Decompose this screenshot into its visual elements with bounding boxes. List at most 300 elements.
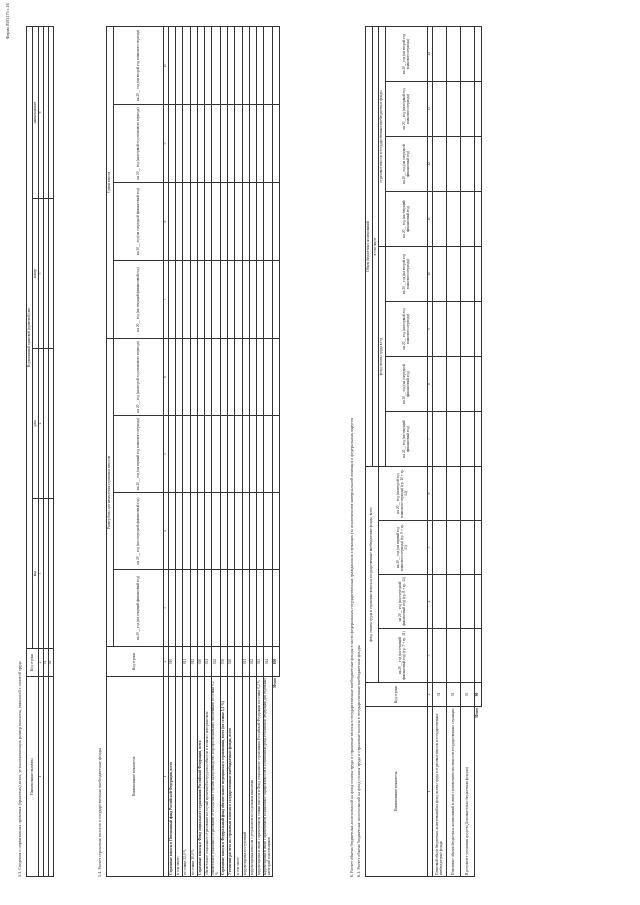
row-name: Плановый объем бюджетных ассигнований на фонд оплаты труда и страховые взносы в государственные внебюджетные фонды <box>433 707 447 877</box>
value-cell <box>461 81 475 136</box>
value-cell <box>447 466 461 520</box>
row-name: корректировка в связи с применением ставки взносов в Фонд социального страхования Российской Федерации на ставке 0,2 % <box>256 677 263 877</box>
value-cell <box>190 260 197 338</box>
value-cell <box>256 338 263 415</box>
value-cell <box>264 338 273 415</box>
value-cell <box>212 338 221 415</box>
value-cell <box>461 191 475 246</box>
value-cell <box>221 570 228 647</box>
column-number: 4 <box>428 575 433 629</box>
column-number: 13 <box>428 81 433 136</box>
col-header: фонд оплаты труда и страховые взносы в государственные внебюджетные фонды, всего <box>366 466 379 682</box>
total-value-cell <box>475 26 482 81</box>
column-number: 7 <box>428 411 433 466</box>
column-number: 6 <box>39 26 44 198</box>
value-cell <box>221 104 228 182</box>
value-cell <box>433 191 447 246</box>
column-number: 6 <box>164 338 169 415</box>
value-cell <box>228 182 235 260</box>
column-number: 2 <box>39 649 44 677</box>
value-cell <box>176 104 183 182</box>
col-header: вид <box>33 499 39 649</box>
value-cell <box>242 260 249 338</box>
value-cell <box>461 246 475 301</box>
value-cell <box>235 104 242 182</box>
column-number: 10 <box>164 26 169 104</box>
value-cell <box>264 26 273 104</box>
col-header: на 20__ год (на первый год планового периода) <box>114 104 164 182</box>
value-cell <box>433 575 447 629</box>
value-cell <box>176 570 183 647</box>
value-cell <box>197 182 204 260</box>
value-cell <box>249 104 256 182</box>
col-header: на 20__ год (на первый год планового периода) <box>386 81 428 136</box>
value-cell <box>190 570 197 647</box>
col-header: на 20__ год (на первый год планового периода) <box>386 301 428 356</box>
total-label: Итого <box>475 708 480 718</box>
value-cell <box>169 104 176 182</box>
col-header: Нормативный правовой (правовой) акт <box>27 26 33 648</box>
section-61-subtitle: 6.1. Расчет объема бюджетных ассигнований на фонд оплаты труда и страховые взносы в государственные внебюджетные фонды <box>356 645 361 877</box>
value-cell <box>183 260 190 338</box>
value-cell <box>235 26 242 104</box>
value-cell <box>183 493 190 570</box>
total-value-cell <box>273 104 280 182</box>
column-number: 8 <box>164 182 169 260</box>
value-cell <box>228 416 235 493</box>
column-number: 1 <box>164 677 169 877</box>
value-cell <box>169 26 176 104</box>
total-value-cell <box>273 260 280 338</box>
row-code: 02 <box>49 649 54 677</box>
value-cell <box>228 570 235 647</box>
value-cell <box>228 26 235 104</box>
value-cell <box>197 338 204 415</box>
table-row <box>197 26 204 876</box>
col-header: фонд оплаты труда в год <box>379 246 386 466</box>
col-header: в том числе <box>373 26 379 466</box>
table-row <box>176 26 183 876</box>
col-header: Объем бюджетных ассигнований <box>366 26 373 466</box>
row-name: Страховые взносы в Фонд социального страхования Российской Федерации, всего <box>197 677 204 877</box>
col-header: Код строки <box>107 647 164 677</box>
value-cell <box>242 570 249 647</box>
col-header: Размер базы для начисления страховых взносов <box>107 338 114 646</box>
table-row <box>447 26 461 876</box>
value-cell <box>264 493 273 570</box>
column-number: 11 <box>428 191 433 246</box>
value-cell <box>242 26 249 104</box>
row-code: 040 <box>228 647 235 677</box>
row-code <box>235 647 242 677</box>
value-cell <box>447 191 461 246</box>
col-header: на 20__ год (на первый год планового периода) <box>114 416 164 493</box>
value-cell <box>228 338 235 415</box>
value-cell <box>256 493 263 570</box>
total-row <box>475 26 482 876</box>
total-value-cell <box>273 26 280 104</box>
value-cell <box>249 338 256 415</box>
col-header: на 20__ год (на текущий финансовый год) <box>386 411 428 466</box>
total-label: Итого <box>273 678 278 688</box>
total-value-cell <box>273 570 280 647</box>
column-number: 10 <box>428 246 433 301</box>
row-name: обязательное социальное страхование от несчастных случаев на производстве и профессиональных заболеваний по ставке 0,2 % <box>212 677 221 877</box>
value-cell <box>169 493 176 570</box>
row-name: корректировка взносов с результатом по отдельным выплатам <box>249 677 256 877</box>
value-cell <box>212 182 221 260</box>
value-cell <box>197 260 204 338</box>
value-cell <box>197 416 204 493</box>
total-value-cell <box>273 338 280 415</box>
value-cell <box>176 338 183 415</box>
value-cell <box>249 416 256 493</box>
row-code: 042 <box>249 647 256 677</box>
value-cell <box>183 416 190 493</box>
col-header: на 20__ год (на текущий финансовый год) <box>386 191 428 246</box>
total-value-cell <box>475 466 482 520</box>
value-cell <box>461 301 475 356</box>
value-cell <box>447 26 461 81</box>
column-number: 2 <box>428 683 433 707</box>
row-name: В результате уточнения средств (Дополнительно бюджетным фондом) <box>461 707 475 877</box>
value-cell <box>256 260 263 338</box>
value-cell <box>447 575 461 629</box>
col-header: на 20__ год (на первый год планового периода) (гр. 9 + гр. 13) <box>379 521 428 575</box>
total-value-cell <box>475 81 482 136</box>
value-cell <box>176 26 183 104</box>
row-code: 021 <box>204 647 211 677</box>
section-53-title: 5.3. Сведения о нормативных правовых (правовых) актах, устанавливающих размер выплаты, связанной с оплатой труда <box>17 661 22 877</box>
col-header: на 20__ год (на второй год планового периода) (гр. 10 + гр. 14) <box>379 466 428 520</box>
value-cell <box>221 260 228 338</box>
value-cell <box>197 26 204 104</box>
row-name: в том числе <box>235 677 242 877</box>
table-row <box>212 26 221 876</box>
value-cell <box>433 411 447 466</box>
value-cell <box>249 182 256 260</box>
col-header: на 20__ год (на текущий финансовый год) (гр. 7 + гр. 11) <box>379 629 428 683</box>
value-cell <box>447 301 461 356</box>
row-code: 03 <box>461 683 475 707</box>
total-value-cell <box>475 191 482 246</box>
row-code: 01 <box>433 683 447 707</box>
value-cell <box>197 104 204 182</box>
value-cell <box>433 356 447 411</box>
value-cell <box>256 26 263 104</box>
col-header: на 20__ год (на очередной финансовый год) <box>114 493 164 570</box>
row-code: 030 <box>221 647 228 677</box>
row-code <box>176 647 183 677</box>
value-cell <box>204 493 211 570</box>
row-name: в том числе: <box>176 677 183 877</box>
value-cell <box>264 416 273 493</box>
value-cell <box>433 301 447 356</box>
total-value-cell <box>273 416 280 493</box>
value-cell <box>190 104 197 182</box>
col-header: на 20__ год (на очередной финансовый год) <box>386 356 428 411</box>
value-cell <box>433 521 447 575</box>
value-cell <box>447 246 461 301</box>
row-name: корректировка поступлений <box>242 677 249 877</box>
value-cell <box>249 260 256 338</box>
column-number: 2 <box>164 647 169 677</box>
table-row <box>228 26 235 876</box>
value-cell <box>212 416 221 493</box>
total-value-cell <box>475 136 482 191</box>
value-cell <box>447 411 461 466</box>
value-cell <box>183 182 190 260</box>
column-number: 1 <box>428 707 433 877</box>
column-number: 3 <box>428 629 433 683</box>
column-number: 1 <box>39 677 44 877</box>
value-cell <box>176 493 183 570</box>
value-cell <box>433 81 447 136</box>
value-cell <box>447 136 461 191</box>
value-cell <box>204 570 211 647</box>
form-code: Форма 0503173 с.16 <box>5 3 10 39</box>
value-cell <box>190 182 197 260</box>
value-cell <box>190 493 197 570</box>
col-header: Сумма взноса <box>107 26 114 338</box>
column-number: 5 <box>164 416 169 493</box>
value-cell <box>447 356 461 411</box>
col-header: на 20__ год (на второй год планового периода) <box>386 246 428 301</box>
column-number: 5 <box>428 521 433 575</box>
value-cell <box>197 570 204 647</box>
col-header: на 20__ год (на второй год планового периода) <box>114 26 164 104</box>
column-number: 12 <box>428 136 433 191</box>
table-row <box>221 26 228 876</box>
value-cell <box>242 416 249 493</box>
row-code: 011 <box>183 647 190 677</box>
section-6-table <box>365 26 482 877</box>
value-cell <box>204 260 211 338</box>
total-value-cell <box>475 411 482 466</box>
value-cell <box>249 570 256 647</box>
table-row <box>242 26 249 876</box>
value-cell <box>228 260 235 338</box>
value-cell <box>461 356 475 411</box>
value-cell <box>221 182 228 260</box>
value-cell <box>176 182 183 260</box>
value-cell <box>221 493 228 570</box>
total-value-cell <box>475 629 482 683</box>
table-row <box>169 26 176 876</box>
table-row <box>183 26 190 876</box>
column-number: 9 <box>428 301 433 356</box>
value-cell <box>235 182 242 260</box>
column-number: 7 <box>164 260 169 338</box>
value-cell <box>183 26 190 104</box>
value-cell <box>461 411 475 466</box>
value-cell <box>176 416 183 493</box>
value-cell <box>447 81 461 136</box>
row-code: 010 <box>169 647 176 677</box>
value-cell <box>204 182 211 260</box>
row-code: 02 <box>447 683 461 707</box>
total-value-cell <box>475 246 482 301</box>
section-54-title: 5.4. Расчет страховых взносов в государственные внебюджетные фонды <box>97 748 102 877</box>
value-cell <box>183 104 190 182</box>
table-row <box>461 26 475 876</box>
table-row <box>433 26 447 876</box>
value-cell <box>264 260 273 338</box>
value-cell <box>433 136 447 191</box>
value-cell <box>169 416 176 493</box>
col-header: на 20__ год (на очередной финансовый год) <box>114 182 164 260</box>
col-header: на 20__ год (на очередной финансовый год) (гр. 8 + гр. 12) <box>379 575 428 629</box>
value-cell <box>221 338 228 415</box>
value-cell <box>447 521 461 575</box>
total-row <box>273 26 280 876</box>
value-cell <box>235 416 242 493</box>
row-name: по ставке 22,0 % <box>183 677 190 877</box>
column-number: 8 <box>428 356 433 411</box>
value-cell <box>235 338 242 415</box>
col-header: дата <box>33 349 39 499</box>
value-cell <box>183 570 190 647</box>
value-cell <box>204 338 211 415</box>
section-54-table <box>106 26 280 877</box>
col-header: на 20__ год (на второй год планового периода) <box>114 338 164 415</box>
row-name: Страховые взносы в Пенсионный фонд Российской Федерации, всего <box>169 677 176 877</box>
col-header: номер <box>33 199 39 349</box>
value-cell <box>242 104 249 182</box>
column-number: 14 <box>428 26 433 81</box>
value-cell <box>264 182 273 260</box>
total-value-cell <box>475 521 482 575</box>
column-number: 9 <box>164 104 169 182</box>
column-number: 4 <box>39 349 44 499</box>
value-cell <box>461 26 475 81</box>
value-cell <box>242 493 249 570</box>
value-cell <box>228 493 235 570</box>
table-row <box>249 26 256 876</box>
value-cell <box>249 493 256 570</box>
value-cell <box>461 136 475 191</box>
row-code: 012 <box>190 647 197 677</box>
row-code: 041 <box>242 647 249 677</box>
value-cell <box>212 260 221 338</box>
section-6-title: 6. Расчет объема бюджетных ассигнований на фонд оплаты труда и страховые взносы в государственные внебюджетные фонды в части федеральных государственных гражданских служащих (за исключением материальной помощи) и федеральных округов <box>349 418 354 877</box>
value-cell <box>256 570 263 647</box>
value-cell <box>256 104 263 182</box>
value-cell <box>461 629 475 683</box>
value-cell <box>212 493 221 570</box>
total-value-cell <box>475 301 482 356</box>
value-cell <box>256 416 263 493</box>
value-cell <box>228 104 235 182</box>
value-cell <box>204 26 211 104</box>
value-cell <box>221 26 228 104</box>
value-cell <box>235 493 242 570</box>
value-cell <box>212 570 221 647</box>
value-cell <box>235 570 242 647</box>
column-number: 3 <box>39 499 44 649</box>
column-number: 4 <box>164 493 169 570</box>
value-cell <box>190 338 197 415</box>
table-row <box>190 26 197 876</box>
col-header: Наименование показателя <box>107 677 164 877</box>
value-cell <box>433 26 447 81</box>
value-cell <box>169 260 176 338</box>
value-cell <box>433 246 447 301</box>
col-header: наименование <box>33 26 39 198</box>
value-cell <box>447 629 461 683</box>
value-cell <box>433 466 447 520</box>
col-header: на 20__ год (на очередной финансовый год) <box>386 136 428 191</box>
total-value-cell <box>273 493 280 570</box>
table-row <box>49 26 54 876</box>
column-number: 3 <box>164 570 169 647</box>
col-header: Наименование выплаты <box>27 677 39 877</box>
value-cell <box>461 466 475 520</box>
total-value-cell <box>273 182 280 260</box>
value-cell <box>204 104 211 182</box>
row-name: корректировка в связи с применением пониженных тарифов взносов в Пенсионный фонд Российской Федерации для отдельных категорий плательщиков <box>263 677 272 875</box>
table-row <box>235 26 242 876</box>
row-name: Страховые взносы в Федеральный фонд обязательного медицинского страхования, всего (по ставке 5,1 %) <box>221 677 228 877</box>
total-value-cell <box>475 356 482 411</box>
value-cell <box>249 26 256 104</box>
value-cell <box>461 575 475 629</box>
value-cell <box>221 416 228 493</box>
value-cell <box>212 26 221 104</box>
value-cell <box>212 104 221 182</box>
row-name: обязательное социальное страхование на случай временной нетрудоспособности и в связи с материнством <box>204 677 211 877</box>
row-code: 044 <box>264 647 273 677</box>
value-cell <box>264 104 273 182</box>
value-cell <box>190 416 197 493</box>
row-name: Уточнение расчета по страховым взносам в государственные внебюджетные фонды, всего <box>228 677 235 877</box>
value-cell <box>264 570 273 647</box>
col-header: на 20__ год (на второй год планового периода) <box>386 26 428 81</box>
total-code: 90 <box>475 683 482 707</box>
section-53-table <box>26 26 54 877</box>
table-row <box>264 26 273 876</box>
total-code: 050 <box>273 647 280 677</box>
row-code: 022 <box>212 647 221 677</box>
row-name: по ставке 10,0 % <box>190 677 197 877</box>
value-cell <box>461 521 475 575</box>
value-cell <box>242 182 249 260</box>
value-cell <box>256 182 263 260</box>
value-cell <box>190 26 197 104</box>
value-cell <box>169 570 176 647</box>
value-cell <box>169 182 176 260</box>
col-header: Наименование показателя <box>366 707 428 877</box>
value-cell <box>176 260 183 338</box>
column-number: 6 <box>428 466 433 520</box>
row-code: 01 <box>44 649 49 677</box>
total-value-cell <box>475 575 482 629</box>
value-cell <box>183 338 190 415</box>
col-header: Код строки <box>27 649 39 677</box>
value-cell <box>204 416 211 493</box>
value-cell <box>197 493 204 570</box>
value-cell <box>169 338 176 415</box>
row-code: 020 <box>197 647 204 677</box>
col-header: на 20__ год (на текущий финансовый год) <box>114 570 164 647</box>
col-header: Код строки <box>366 683 428 707</box>
column-number: 5 <box>39 199 44 349</box>
row-name: Изменение объема бюджетных ассигнований в связи с изменением численности государственных служащих <box>447 707 461 877</box>
value-cell <box>235 260 242 338</box>
col-header: на 20__ год (на текущий финансовый год) <box>114 260 164 338</box>
value-cell <box>433 629 447 683</box>
row-code: 043 <box>256 647 263 677</box>
